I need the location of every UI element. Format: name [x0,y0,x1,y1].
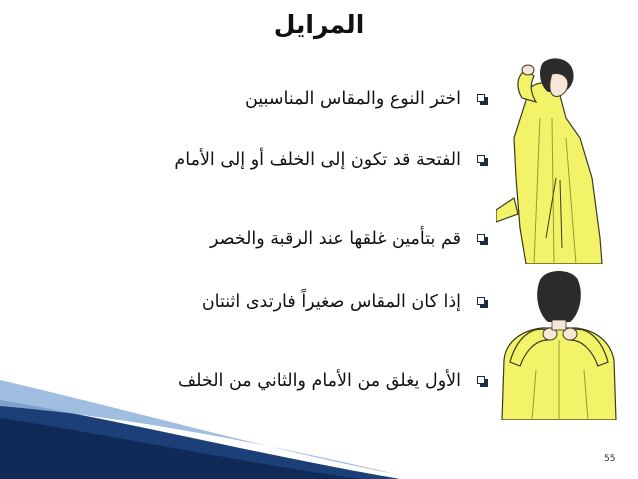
bullet-item-1 [18,84,488,114]
bullet-item-3 [18,224,488,254]
square-bullet-icon [477,376,488,387]
bullet-item-2 [18,145,488,175]
square-bullet-icon [477,94,488,105]
gown-donning-back-illustration [496,58,622,264]
decorative-swoosh [0,380,400,479]
square-bullet-icon [477,297,488,308]
page-number: 55 [604,454,616,464]
bullet-text: اختر النوع والمقاس المناسبين [244,89,461,109]
slide-title: المرايل [273,10,365,39]
bullet-text: قم بتأمين غلقها عند الرقبة والخصر [209,229,461,249]
bullet-text: إذا كان المقاس صغيراً فارتدى اثنتان [201,292,461,312]
bullet-text: الفتحة قد تكون إلى الخلف أو إلى الأمام [174,150,461,170]
bullet-item-4 [18,287,488,317]
square-bullet-icon [477,155,488,166]
gown-tying-neck-illustration [496,270,622,420]
square-bullet-icon [477,234,488,245]
bullet-text: الأول يغلق من الأمام والثاني من الخلف [178,371,461,391]
